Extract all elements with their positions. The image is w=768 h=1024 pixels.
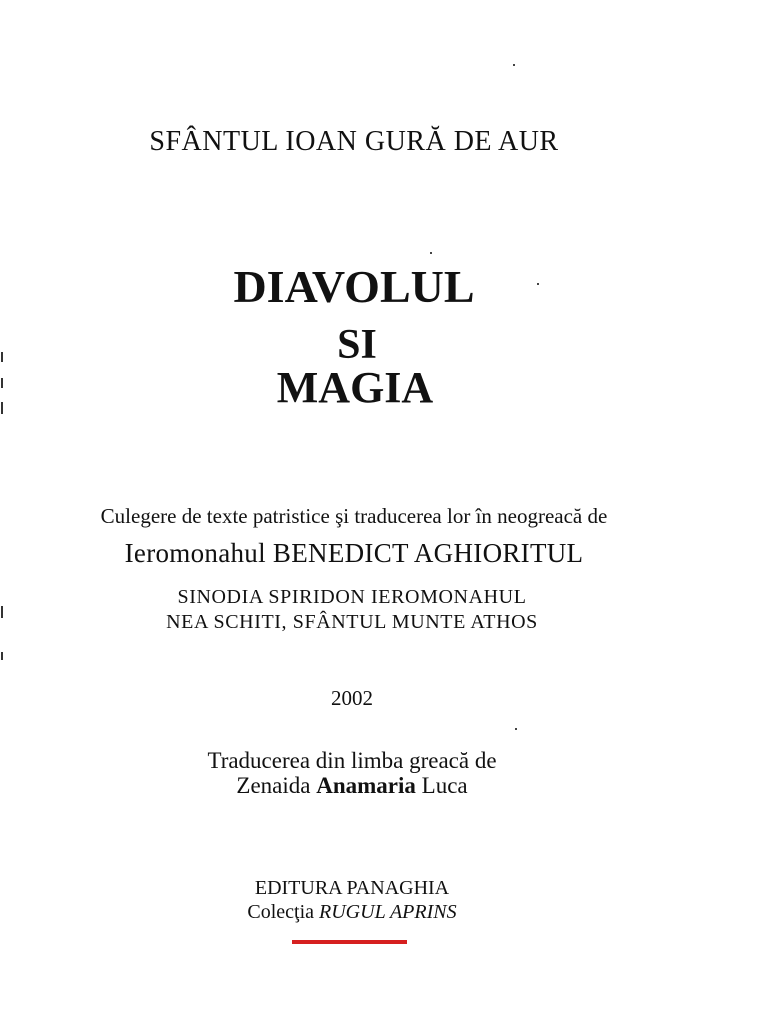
collection-line: [0, 902, 704, 922]
publication-year: 2002: [331, 686, 373, 710]
book-title-line-1: DIAVOLUL: [233, 261, 475, 312]
red-divider: [292, 940, 407, 944]
book-title-line-3: MAGIA: [276, 363, 434, 412]
translator-name: [0, 774, 704, 797]
scan-edge-mark: [1, 652, 3, 660]
book-title-line-2: SI: [337, 322, 377, 368]
translation-credit: Traducerea din limba greacă de: [207, 748, 497, 773]
translator-middle-name: Anamaria: [316, 773, 416, 798]
monastery-line-2: NEA SCHITI, SFÂNTUL MUNTE ATHOS: [166, 611, 538, 633]
translator-first-name: Zenaida: [236, 773, 311, 798]
collection-name: RUGUL APRINS: [319, 901, 457, 923]
monastery-line-1: SINODIA SPIRIDON IEROMONAHUL: [177, 586, 527, 608]
book-author: SFÂNTUL IOAN GURĂ DE AUR: [149, 126, 559, 157]
collection-label: Colecţia: [247, 901, 315, 923]
translator-last-name: Luca: [421, 773, 468, 798]
collection-intro: Culegere de texte patristice şi traducerea lor în neogreacă de: [100, 504, 608, 528]
scan-speck: [513, 64, 515, 66]
scan-speck: [515, 728, 517, 730]
compiler-name: Ieromonahul BENEDICT AGHIORITUL: [124, 538, 584, 568]
scan-speck: [430, 252, 432, 254]
publisher-name: EDITURA PANAGHIA: [254, 877, 450, 899]
